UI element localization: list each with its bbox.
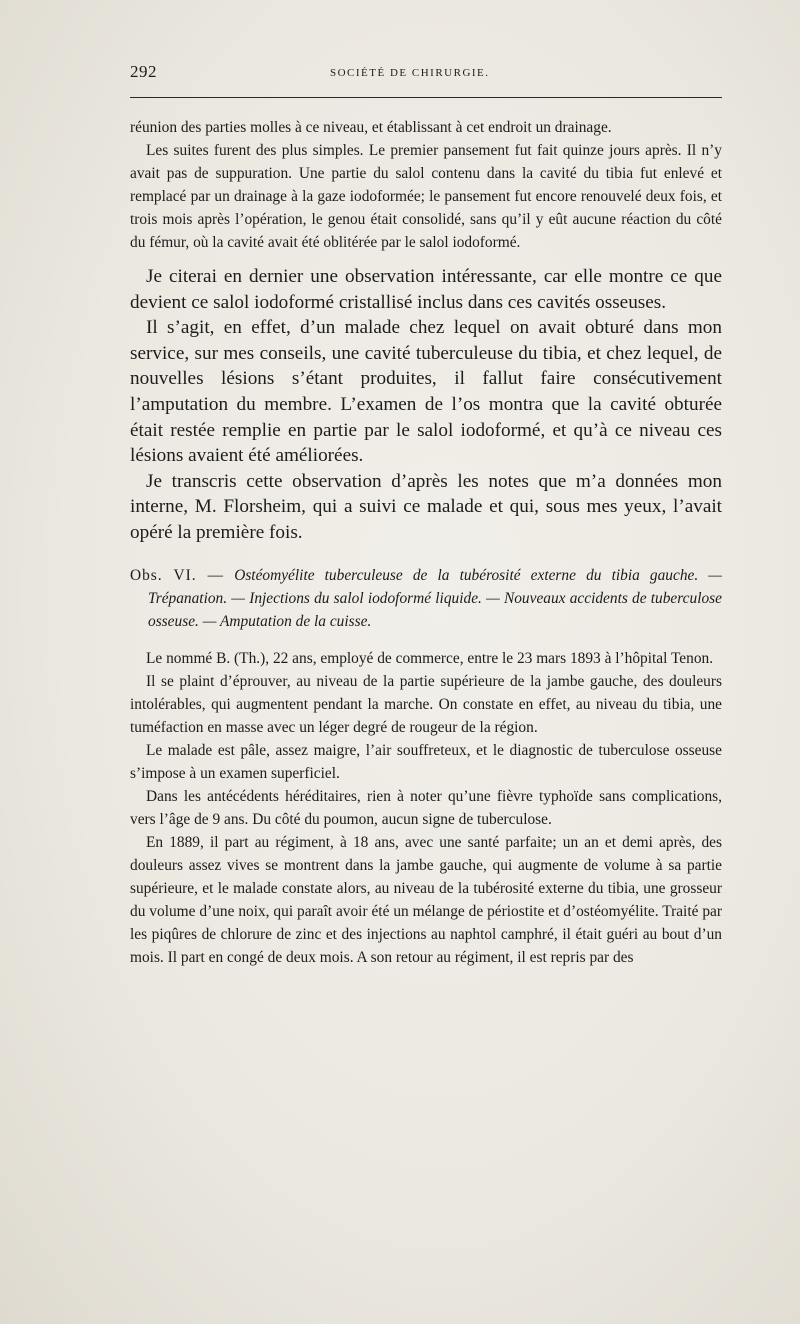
page-number: 292: [130, 62, 157, 81]
case-paragraph-appearance: Le malade est pâle, assez maigre, l’air souffreteux, et le diagnostic de tuberculose osseuse s’impose à un examen superficiel.: [130, 741, 722, 782]
observation-label: Obs. VI. —: [130, 566, 225, 584]
header-rule: [130, 97, 722, 98]
paragraph-observation-intro: Je citerai en dernier une observation intéressante, car elle montre ce que devient ce salol iodoformé cristallisé inclus dans ces cavités osseuses.: [130, 266, 722, 313]
case-paragraph-admission: Le nommé B. (Th.), 22 ans, employé de commerce, entre le 23 mars 1893 à l’hôpital Tenon.: [146, 649, 714, 667]
paragraph-case-summary: Il s’agit, en effet, d’un malade chez lequel on avait obturé dans mon service, sur mes conseils, une cavité tuberculeuse du tibia, et chez lequel, de nouvelles lésions s’étant produites, il fallut faire consécutivement l’amputation du membre. L’examen de l’os montra que la cavité obturée était restée remplie en partie par le salol iodoformé, et qu’à ce niveau ces lésions avaient été améliorées.: [130, 317, 722, 467]
case-paragraph-history: En 1889, il part au régiment, à 18 ans, avec une santé parfaite; un an et demi après, des douleurs assez vives se montrent dans la jambe gauche, qui augmente de volume à sa partie supérieure, et le malade constate alors, au niveau de la tubérosité externe du tibia, une grosseur du volume d’une noix, qui paraît avoir été un mélange de périostite et d’ostéomyélite. Traité par les piqûres de chlorure de zinc et des injections au naphtol camphré, il était guéri au bout d’un mois. Il part en congé de deux mois. A son retour au régiment, il est repris par des: [130, 833, 722, 966]
observation-title: Ostéomyélite tuberculeuse de la tubérosité externe du tibia gauche. — Trépanation. — Injections du salol iodoformé liquide. — Nouveaux accidents de tuberculose osseuse. — Amputation de la cuisse.: [148, 566, 722, 630]
page-body: [130, 116, 722, 969]
paragraph-results: Les suites furent des plus simples. Le premier pansement fut fait quinze jours après. Il n’y avait pas de suppuration. Une partie du salol contenu dans la cavité du tibia fut enlevé et remplacé par un drainage à la gaze iodoformée; le pansement fut encore renouvelé deux fois, et trois mois après l’opération, le genou était consolidé, sans qu’il y eût aucune réaction du côté du fémur, où la cavité avait été oblitérée par le salol iodoformé.: [130, 142, 722, 251]
running-head: SOCIÉTÉ DE CHIRURGIE.: [330, 67, 490, 79]
page-header: [130, 60, 722, 90]
observation-heading: [130, 564, 722, 633]
case-paragraph-symptoms: Il se plaint d’éprouver, au niveau de la partie supérieure de la jambe gauche, des douleurs intolérables, qui augmentent pendant la marche. On constate en effet, au niveau du tibia, une tuméfaction en masse avec un léger degré de rougeur de la région.: [130, 672, 722, 736]
paragraph-continuation: réunion des parties molles à ce niveau, et établissant à cet endroit un drainage.: [130, 119, 612, 136]
case-paragraph-antecedents: Dans les antécédents héréditaires, rien à noter qu’une fièvre typhoïde sans complications, vers l’âge de 9 ans. Du côté du poumon, aucun signe de tuberculose.: [130, 787, 722, 828]
paragraph-transcription-note: Je transcris cette observation d’après les notes que m’a données mon interne, M. Florsheim, qui a suivi ce malade et qui, sous mes yeux, l’avait opéré la première fois.: [130, 470, 722, 543]
